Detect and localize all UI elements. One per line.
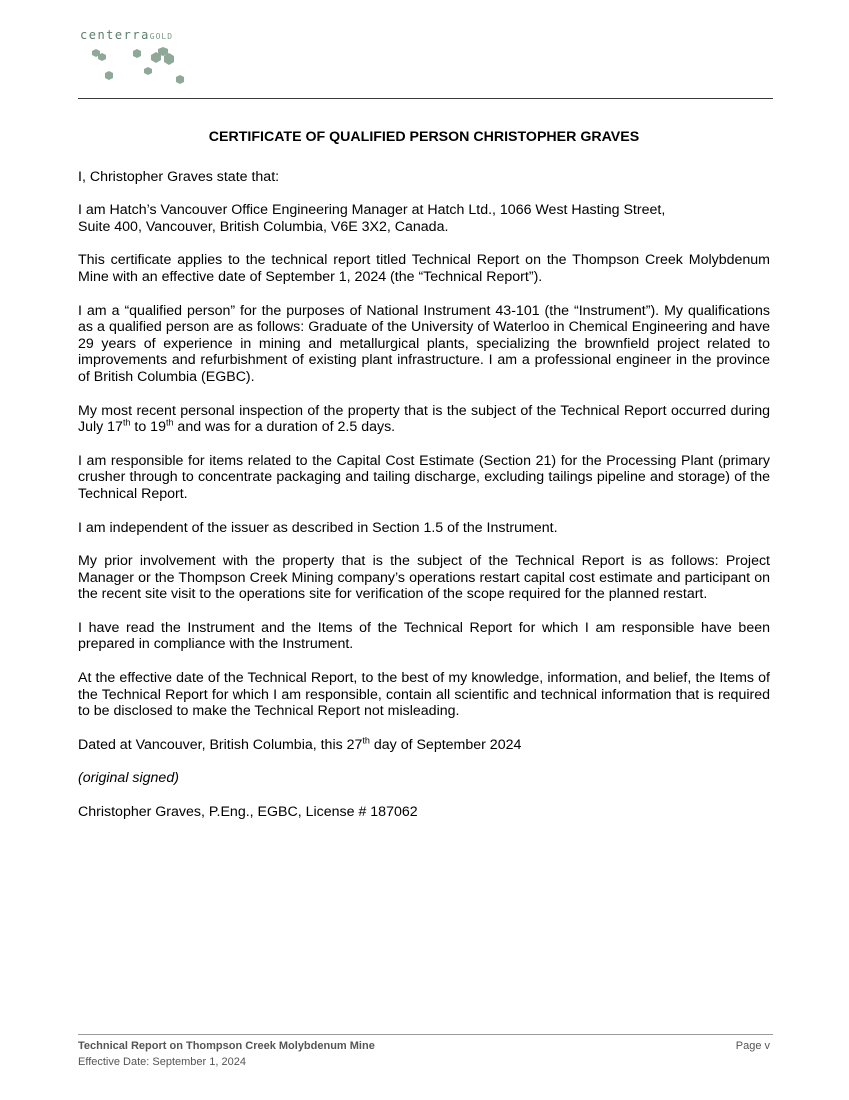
logo-word-suffix: GOLD: [149, 32, 174, 41]
certificate-body: [78, 129, 770, 838]
employment-line-1: I am Hatch’s Vancouver Office Engineering Manager at Hatch Ltd., 1066 West Hasting Street,: [78, 202, 666, 219]
logo-hex: [176, 75, 184, 84]
inspection-sup-2: th: [165, 417, 174, 428]
header-divider: [78, 98, 773, 99]
logo-word-main: centerra: [80, 28, 150, 42]
compliance-paragraph: I have read the Instrument and the Items of the Technical Report for which I am responsible have been prepared in compliance with the Instrument.: [78, 619, 770, 653]
employment-paragraph: [78, 202, 770, 235]
intro-paragraph: I, Christopher Graves state that:: [78, 168, 280, 185]
original-signed-note: (original signed): [78, 770, 179, 787]
disclosure-paragraph: At the effective date of the Technical Report, to the best of my knowledge, information, and belief, the Items of the Technical Report for which I am responsible, contain all scientific and technical information that is required to be disclosed to make the Technical Report not misleading.: [78, 670, 770, 720]
logo-hex: [133, 49, 141, 58]
dated-paragraph: [78, 737, 770, 754]
inspection-text-c: and was for a duration of 2.5 days.: [173, 419, 396, 436]
inspection-text-b: to 19: [130, 419, 166, 436]
independence-paragraph: I am independent of the issuer as described in Section 1.5 of the Instrument.: [78, 519, 558, 536]
footer-divider: [78, 1034, 773, 1035]
inspection-paragraph: [78, 403, 770, 436]
dated-text-a: Dated at Vancouver, British Columbia, this 27: [78, 736, 363, 753]
logo-hex: [144, 67, 152, 75]
inspection-sup-1: th: [122, 417, 131, 428]
employment-line-2: Suite 400, Vancouver, British Columbia, V6E 3X2, Canada.: [78, 218, 449, 235]
company-logo: [78, 28, 208, 96]
involvement-paragraph: My prior involvement with the property that is the subject of the Technical Report is as follows: Project Manager or the Thompson Creek Mining company’s operations restart capital cost estimate and participant on the recent site visit to the operations site for verification of the scope required for the planned restart.: [78, 553, 770, 603]
footer-effective-date: Effective Date: September 1, 2024: [78, 1056, 246, 1068]
dated-text-b: day of September 2024: [369, 736, 522, 753]
page-title: CERTIFICATE OF QUALIFIED PERSON CHRISTOPHER GRAVES: [208, 129, 640, 145]
qualifications-paragraph: I am a “qualified person” for the purposes of National Instrument 43-101 (the “Instrument”). My qualifications as a qualified person are as follows: Graduate of the University of Waterloo in Chemical Engineering and have 29 years of experience in mining and metallurgical plants, specializing the brownfield project related to improvements and refurbishment of existing plant infrastructure. I am a professional engineer in the province of British Columbia (EGBC).: [78, 302, 770, 385]
applies-paragraph: This certificate applies to the technical report titled Technical Report on the Thompson Creek Molybdenum Mine with an effective date of September 1, 2024 (the “Technical Report”).: [78, 252, 770, 285]
inspection-text-a: My most recent personal inspection of the property that is the subject of the Technical Report occurred during July 17: [78, 402, 770, 436]
logo-hex: [105, 71, 113, 80]
hexagon-cluster-icon: [78, 42, 208, 96]
page-number: Page v: [735, 1040, 770, 1052]
footer-report-title: Technical Report on Thompson Creek Molybdenum Mine: [78, 1040, 375, 1052]
dated-sup: th: [362, 735, 370, 746]
responsibility-paragraph: I am responsible for items related to the Capital Cost Estimate (Section 21) for the Processing Plant (primary crusher through to concentrate packaging and tailing discharge, excluding tailings pipeline and storage) of the Technical Report.: [78, 452, 770, 502]
logo-wordmark: [80, 28, 173, 42]
signature-line: Christopher Graves, P.Eng., EGBC, License # 187062: [78, 804, 418, 821]
